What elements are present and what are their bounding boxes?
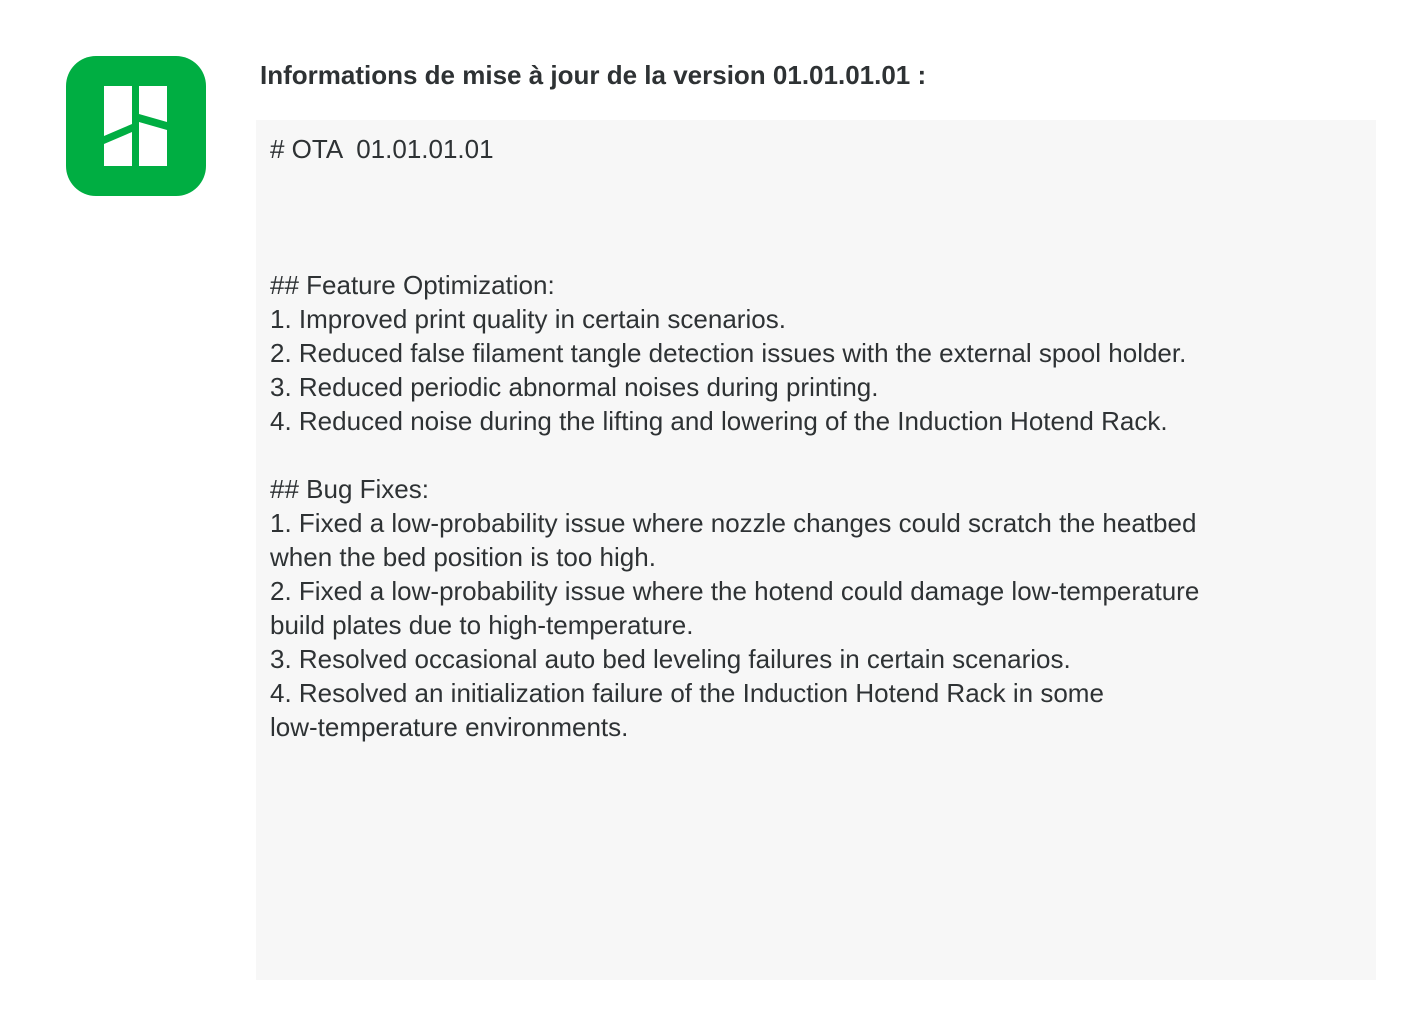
notes-line bbox=[270, 200, 1362, 234]
notes-line: 3. Resolved occasional auto bed leveling failures in certain scenarios. bbox=[270, 644, 1071, 674]
notes-line: build plates due to high-temperature. bbox=[270, 610, 694, 640]
notes-line: 2. Reduced false filament tangle detection issues with the external spool holder. bbox=[270, 338, 1187, 368]
notes-line: ## Bug Fixes: bbox=[270, 474, 429, 504]
notes-line: 1. Improved print quality in certain scenarios. bbox=[270, 304, 786, 334]
notes-line: # OTA 01.01.01.01 bbox=[270, 134, 494, 164]
release-notes-box[interactable] bbox=[256, 120, 1376, 980]
notes-line bbox=[270, 234, 1362, 268]
notes-line: 4. Resolved an initialization failure of the Induction Hotend Rack in some bbox=[270, 678, 1104, 708]
notes-line: ## Feature Optimization: bbox=[270, 270, 555, 300]
notes-line bbox=[270, 166, 1362, 200]
bambu-studio-logo-icon bbox=[66, 56, 206, 196]
notes-line: when the bed position is too high. bbox=[270, 542, 656, 572]
update-info-title: Informations de mise à jour de la version 01.01.01.01 : bbox=[260, 60, 927, 90]
notes-line: 2. Fixed a low-probability issue where the hotend could damage low-temperature bbox=[270, 576, 1200, 606]
notes-line: 3. Reduced periodic abnormal noises during printing. bbox=[270, 372, 879, 402]
notes-line bbox=[270, 438, 1362, 472]
notes-line: 4. Reduced noise during the lifting and lowering of the Induction Hotend Rack. bbox=[270, 406, 1168, 436]
notes-line: low-temperature environments. bbox=[270, 712, 629, 742]
logo-mark bbox=[66, 56, 206, 196]
notes-line: 1. Fixed a low-probability issue where nozzle changes could scratch the heatbed bbox=[270, 508, 1197, 538]
